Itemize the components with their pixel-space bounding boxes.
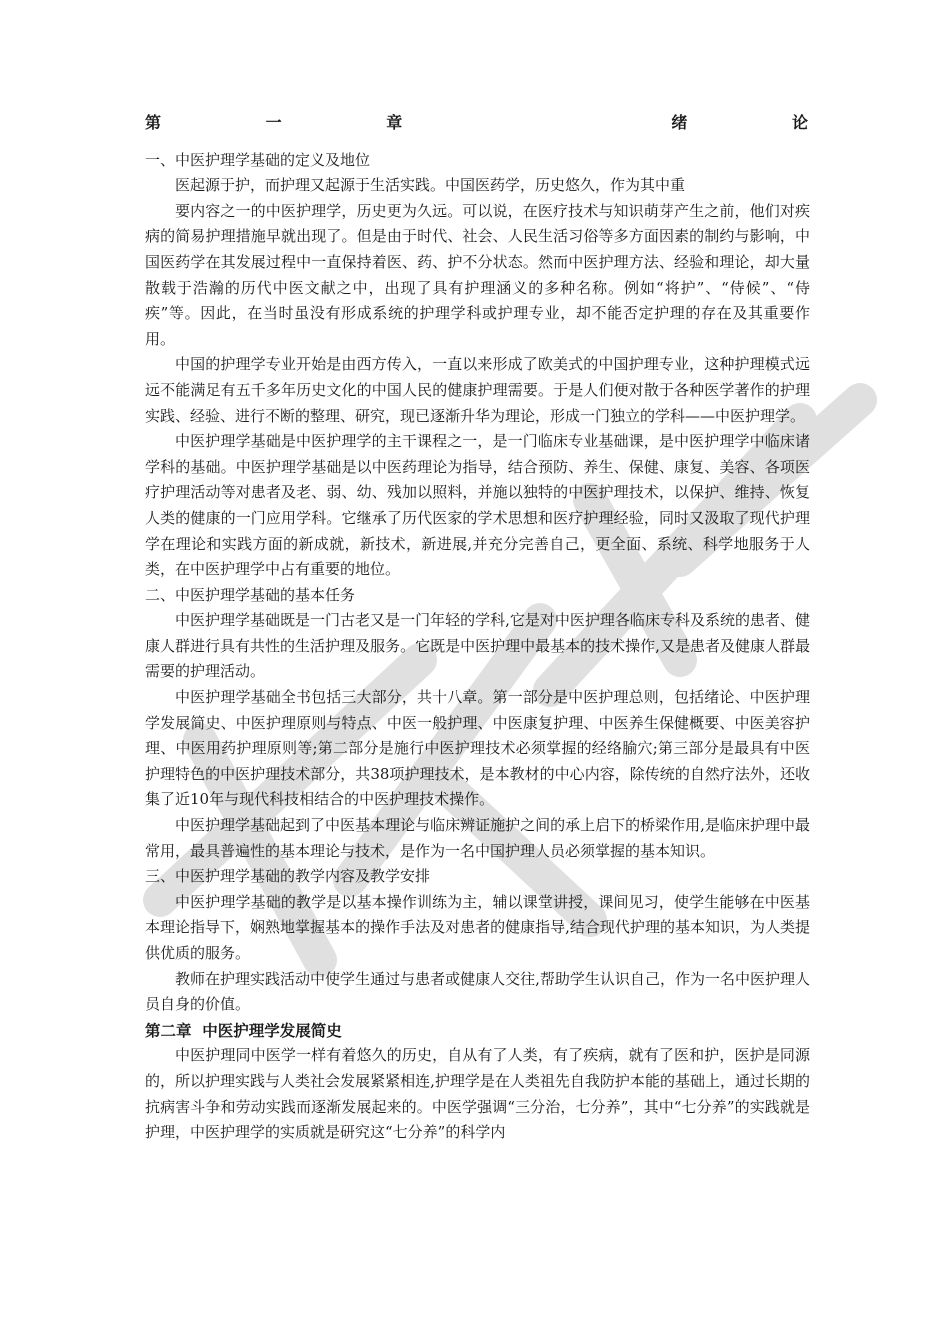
paragraph: 中国的护理学专业开始是由西方传入，一直以来形成了欧美式的中国护理专业，这种护理模式远远不能满足有五千多年历史文化的中国人民的健康护理需要。于是人们便对散于各种医学著作的护理实践、经验、进行不断的整理、研究，现已逐渐升华为理论，形成一门独立的学科——中医护理学。 bbox=[145, 355, 810, 425]
chapter2-title: 第二章 中医护理学发展简史 bbox=[145, 1020, 342, 1040]
chapter1-title bbox=[145, 110, 810, 136]
paragraph: 医起源于护，而护理又起源于生活实践。中国医药学，历史悠久，作为其中重 bbox=[175, 176, 686, 195]
document-page bbox=[145, 110, 810, 1146]
paragraph: 中医护理学基础全书包括三大部分，共十八章。第一部分是中医护理总则，包括绪论、中医护理学发展简史、中医护理原则与特点、中医一般护理、中医康复护理、中医养生保健概要、中医美容护理、中医用药护理原则等;第二部分是施行中医护理技术必须掌握的经络腧穴;第三部分是最具有中医护理特色的中医护理技术部分，共38项护理技术，是本教材的中心内容，除传统的自然疗法外，还收集了近10年与现代科技相结合的中医护理技术操作。 bbox=[145, 688, 810, 809]
chapter1-title-char: 第 bbox=[145, 113, 162, 132]
chapter1-title-char: 绪 bbox=[671, 113, 688, 132]
paragraph: 中医护理学基础起到了中医基本理论与临床辨证施护之间的承上启下的桥梁作用,是临床护理中最常用，最具普遍性的基本理论与技术，是作为一名中国护理人员必须掌握的基本知识。 bbox=[145, 816, 810, 860]
paragraph: 中医护理学基础的教学是以基本操作训练为主，辅以课堂讲授，课间见习，使学生能够在中医基本理论指导下，娴熟地掌握基本的操作手法及对患者的健康指导,结合现代护理的基本知识，为人类提供优质的服务。 bbox=[145, 892, 810, 962]
chapter1-title-char: 一 bbox=[265, 113, 282, 132]
paragraph: 中医护理同中医学一样有着悠久的历史，自从有了人类，有了疾病，就有了医和护，医护是同源的，所以护理实践与人类社会发展紧紧相连,护理学是在人类祖先自我防护本能的基础上，通过长期的抗病害斗争和劳动实践而逐渐发展起来的。中医学强调“三分治，七分养”，其中“七分养”的实践就是护理，中医护理学的实质就是研究这“七分养”的科学内 bbox=[145, 1046, 810, 1142]
chapter1-title-char: 章 bbox=[386, 113, 403, 132]
section-heading-3: 三、中医护理学基础的教学内容及教学安排 bbox=[145, 867, 431, 886]
paragraph: 中医护理学基础是中医护理学的主干课程之一，是一门临床专业基础课，是中医护理学中临床诸学科的基础。中医护理学基础是以中医药理论为指导，结合预防、养生、保健、康复、美容、各项医疗护理活动等对患者及老、弱、幼、残加以照料，并施以独特的中医护理技术，以保护、维持、恢复人类的健康的一门应用学科。它继承了历代医家的学术思想和医疗护理经验，同时又汲取了现代护理学在理论和实践方面的新成就，新技术，新进展,并充分完善自己，更全面、系统、科学地服务于人类，在中医护理学中占有重要的地位。 bbox=[145, 432, 810, 579]
paragraph: 中医护理学基础既是一门古老又是一门年轻的学科,它是对中医护理各临床专科及系统的患者、健康人群进行具有共性的生活护理及服务。它既是中医护理中最基本的技术操作,又是患者及健康人群最需要的护理活动。 bbox=[145, 611, 810, 681]
paragraph: 要内容之一的中医护理学，历史更为久远。可以说，在医疗技术与知识萌芽产生之前，他们对疾病的简易护理措施早就出现了。但是由于时代、社会、人民生活习俗等多方面因素的制约与影响，中国医药学在其发展过程中一直保持着医、药、护不分状态。然而中医护理方法、经验和理论，却大量散载于浩瀚的历代中医文献之中，出现了具有护理涵义的多种名称。例如“将护”、“侍候”、“侍疾”等。因此，在当时虽没有形成系统的护理学科或护理专业，却不能否定护理的存在及其重要作用。 bbox=[145, 201, 810, 348]
section-heading-2: 二、中医护理学基础的基本任务 bbox=[145, 585, 356, 604]
chapter1-title-char: 论 bbox=[791, 113, 808, 132]
paragraph: 教师在护理实践活动中使学生通过与患者或健康人交往,帮助学生认识自己，作为一名中医护理人员自身的价值。 bbox=[145, 969, 810, 1014]
section-heading-1: 一、中医护理学基础的定义及地位 bbox=[145, 150, 371, 169]
